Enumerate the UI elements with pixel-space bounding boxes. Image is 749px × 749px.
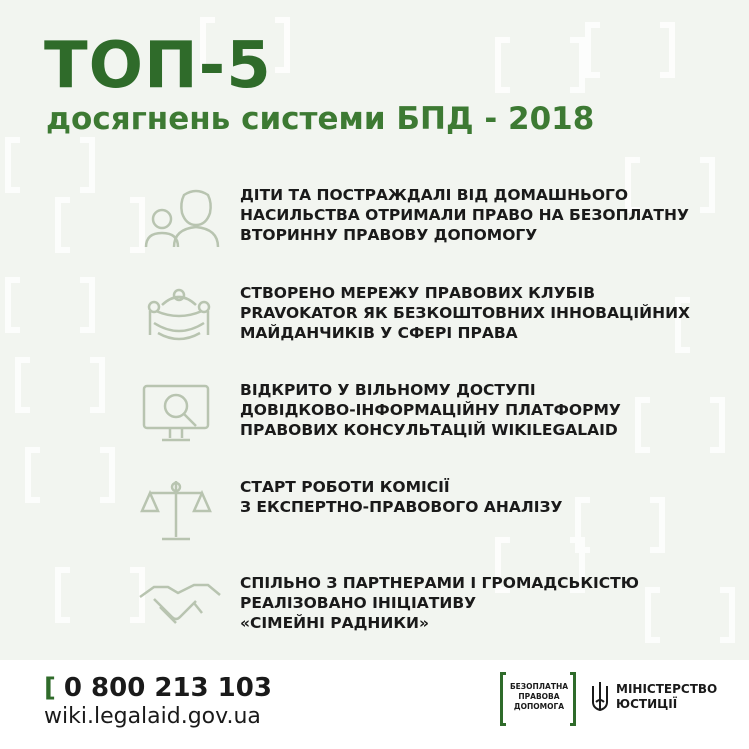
monitor-search-icon xyxy=(134,380,224,450)
item-text: СТВОРЕНО МЕРЕЖУ ПРАВОВИХ КЛУБІВ PRAVOKATOR ЯК БЕЗКОШТОВНИХ ІННОВАЦІЙНИХ МАЙДАНЧИКІВ У СФЕРІ ПРАВА xyxy=(240,284,690,342)
list-item xyxy=(120,573,720,643)
list-item xyxy=(120,185,720,255)
website-link[interactable]: wiki.legalaid.gov.ua xyxy=(44,704,261,729)
list-item xyxy=(120,380,720,450)
list-item xyxy=(120,477,720,547)
item-text: ВІДКРИТО У ВІЛЬНОМУ ДОСТУПІ ДОВІДКОВО-ІНФОРМАЦІЙНУ ПЛАТФОРМУ ПРАВОВИХ КОНСУЛЬТАЦІЙ WIKILEGALAID xyxy=(240,381,621,439)
item-text: СТАРТ РОБОТИ КОМІСІЇ З ЕКСПЕРТНО-ПРАВОВОГО АНАЛІЗУ xyxy=(240,478,563,516)
parent-child-icon xyxy=(134,185,224,255)
item-text: ДІТИ ТА ПОСТРАЖДАЛІ ВІД ДОМАШНЬОГО НАСИЛЬСТВА ОТРИМАЛИ ПРАВО НА БЕЗОПЛАТНУ ВТОРИННУ ПРАВОВУ ДОПОМОГУ xyxy=(240,186,689,244)
handshake-icon xyxy=(134,573,224,643)
page-subtitle: досягнень системи БПД - 2018 xyxy=(46,101,595,137)
trident-icon xyxy=(590,680,610,714)
page-title: ТОП-5 xyxy=(44,29,272,103)
legal-aid-logo: БЕЗОПЛАТНА ПРАВОВА ДОПОМОГА xyxy=(500,672,576,726)
list-item xyxy=(120,283,720,353)
item-text: СПІЛЬНО З ПАРТНЕРАМИ І ГРОМАДСЬКІСТЮ РЕАЛІЗОВАНО ІНІЦІАТИВУ «СІМЕЙНІ РАДНИКИ» xyxy=(240,574,639,632)
hotline-phone[interactable]: [ 0 800 213 103 xyxy=(44,673,272,703)
ministry-of-justice-logo: МІНІСТЕРСТВО ЮСТИЦІЇ xyxy=(590,676,720,720)
bracket-icon: [ xyxy=(44,673,56,703)
scales-icon xyxy=(134,477,224,547)
crowd-icon xyxy=(134,283,224,353)
